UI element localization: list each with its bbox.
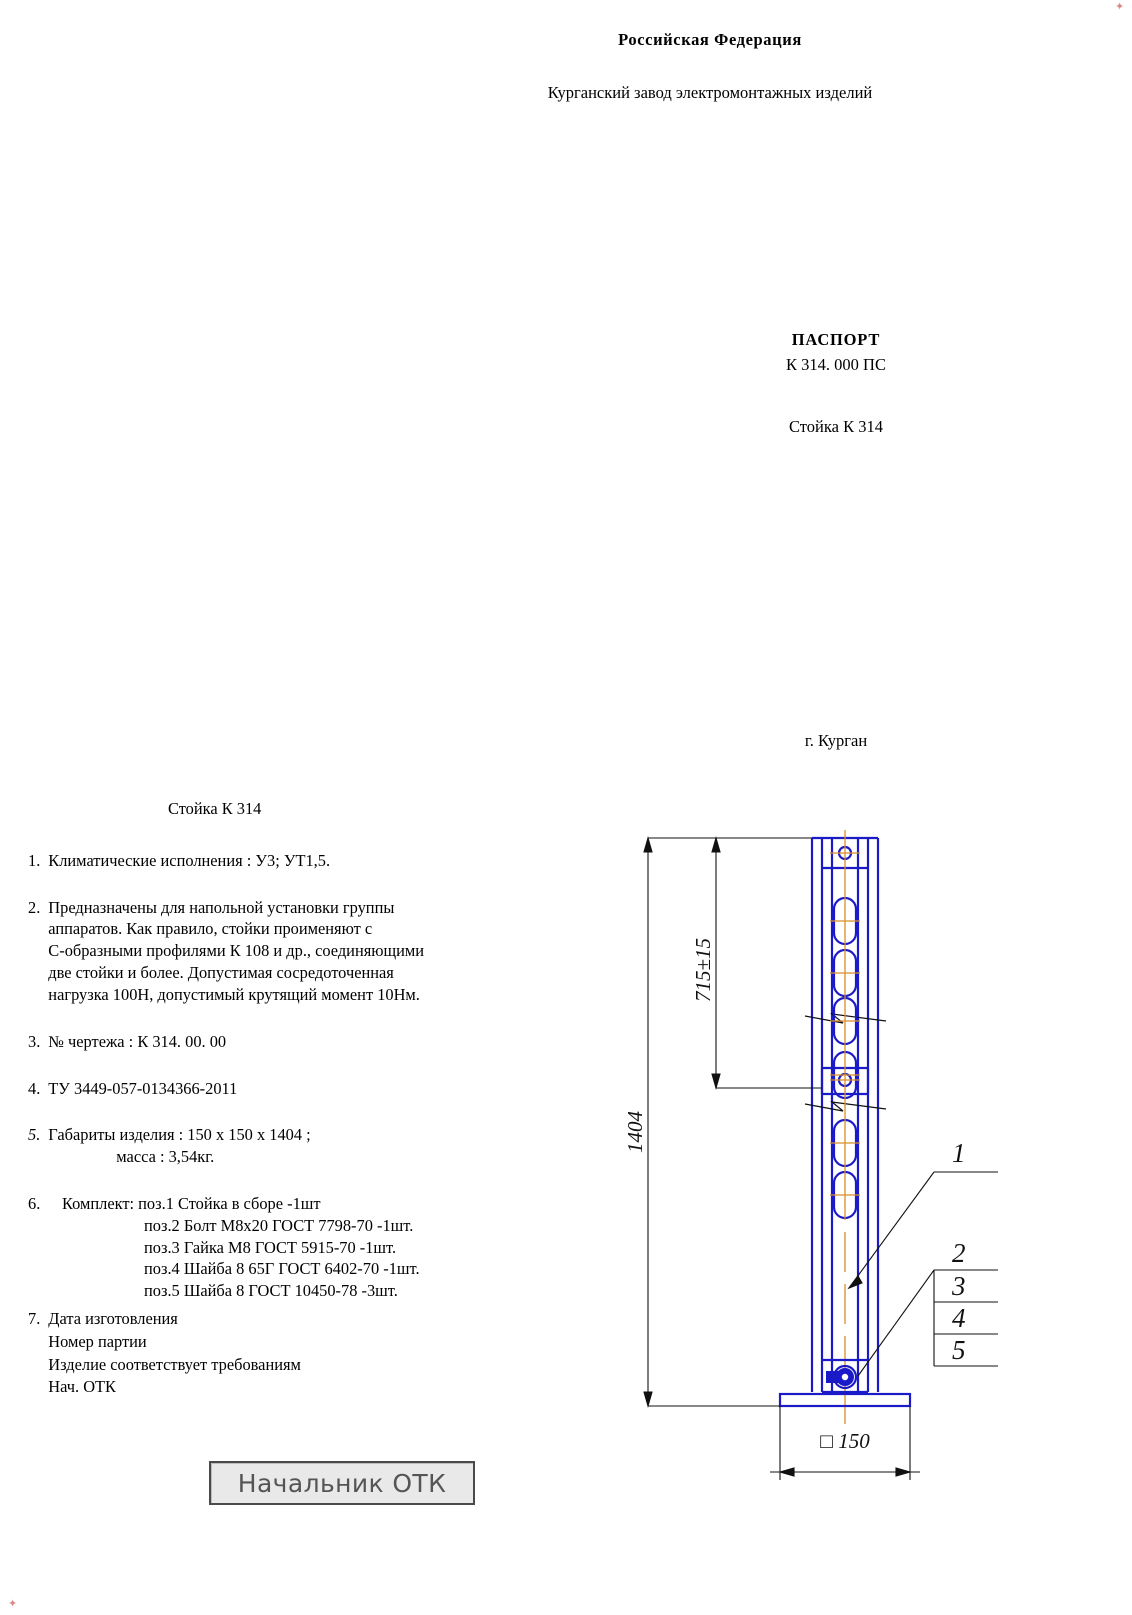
corner-mark-icon: ✦ xyxy=(1115,1,1125,13)
spec-item-6 xyxy=(28,1193,588,1302)
corner-mark-icon: ✦ xyxy=(8,1598,18,1610)
spec-item-number: 3. xyxy=(28,1031,41,1051)
spec-item-4 xyxy=(28,1078,588,1100)
dimension-hole-span xyxy=(712,838,822,1088)
bolt-head xyxy=(826,1368,854,1386)
spec-item-text: нагрузка 100Н, допустимый крутящий момент 10Нм. xyxy=(48,984,420,1004)
header-factory: Курганский завод электромонтажных изделий xyxy=(547,83,873,102)
spec-item-5 xyxy=(28,1124,588,1168)
technical-drawing xyxy=(600,820,1120,1520)
spec-item-number: 6. xyxy=(28,1193,41,1213)
kit-line: поз.3 Гайка М8 ГОСТ 5915-70 -1шт. xyxy=(144,1237,397,1257)
kit-line: поз.5 Шайба 8 ГОСТ 10450-78 -3шт. xyxy=(144,1281,398,1301)
spec-item-text: Номер партии xyxy=(48,1331,147,1351)
spec-item-1 xyxy=(28,850,588,872)
spec-item-7 xyxy=(28,1308,588,1399)
dimension-overall-height-label: 1404 xyxy=(623,1111,647,1153)
spec-item-text: Климатические исполнения : У3; УТ1,5. xyxy=(48,850,331,870)
spec-item-2 xyxy=(28,897,588,1006)
header-federation: Российская Федерация xyxy=(618,30,802,49)
spec-item-text: № чертежа : К 314. 00. 00 xyxy=(48,1031,227,1051)
dimension-hole-span-label: 715±15 xyxy=(691,937,715,1003)
callout-label-3: 3 xyxy=(952,1271,966,1301)
spec-item-mass: масса : 3,54кг. xyxy=(116,1147,215,1167)
bolt-center-dot xyxy=(842,1374,848,1380)
spec-item-number: 7. xyxy=(28,1309,41,1328)
passport-title-block xyxy=(606,330,1066,437)
spec-item-text: Дата изготовления xyxy=(48,1309,178,1328)
specification-list xyxy=(28,798,588,1399)
callout-leader-1 xyxy=(849,1172,998,1288)
spec-item-text: две стойки и более. Допустимая сосредоточенная xyxy=(48,963,394,983)
kit-line: поз.4 Шайба 8 65Г ГОСТ 6402-70 -1шт. xyxy=(144,1259,420,1279)
spec-item-number: 1. xyxy=(28,850,41,870)
spec-item-number: 5. xyxy=(28,1125,41,1145)
passport-product-name: Стойка К 314 xyxy=(789,417,883,436)
spec-item-3 xyxy=(28,1031,588,1053)
spec-item-text: Комплект: поз.1 Стойка в сборе -1шт xyxy=(62,1193,321,1213)
dimension-base-width-label: □ 150 xyxy=(820,1429,870,1453)
spec-item-text: Габариты изделия : 150 х 150 х 1404 ; xyxy=(48,1125,311,1145)
spec-item-text: ТУ 3449-057-0134366-2011 xyxy=(48,1078,238,1098)
spec-item-number: 2. xyxy=(28,897,41,917)
dimension-overall-height xyxy=(644,838,812,1406)
spec-item-text: Нач. ОТК xyxy=(48,1377,116,1397)
callout-label-1: 1 xyxy=(952,1138,966,1168)
kit-line: поз.2 Болт М8х20 ГОСТ 7798-70 -1шт. xyxy=(144,1215,414,1235)
spec-item-text: аппаратов. Как правило, стойки проименяют с xyxy=(48,919,373,939)
passport-title: ПАСПОРТ xyxy=(791,330,881,349)
spec-item-text: С-образными профилями К 108 и др., соединяющими xyxy=(48,941,425,961)
spec-item-number: 4. xyxy=(28,1078,41,1098)
callout-label-5: 5 xyxy=(952,1335,966,1365)
spec-item-text: Изделие соответствует требованиям xyxy=(48,1354,301,1374)
passport-code: К 314. 000 ПС xyxy=(786,355,886,374)
spec-heading: Стойка К 314 xyxy=(168,799,262,818)
callout-label-4: 4 xyxy=(952,1303,966,1333)
otk-stamp-label: Начальник ОТК xyxy=(237,1468,447,1498)
otk-stamp xyxy=(209,1461,475,1505)
callout-label-2: 2 xyxy=(952,1238,966,1268)
spec-item-text: Предназначены для напольной установки группы xyxy=(48,897,395,917)
city-label: г. Курган xyxy=(804,731,868,750)
